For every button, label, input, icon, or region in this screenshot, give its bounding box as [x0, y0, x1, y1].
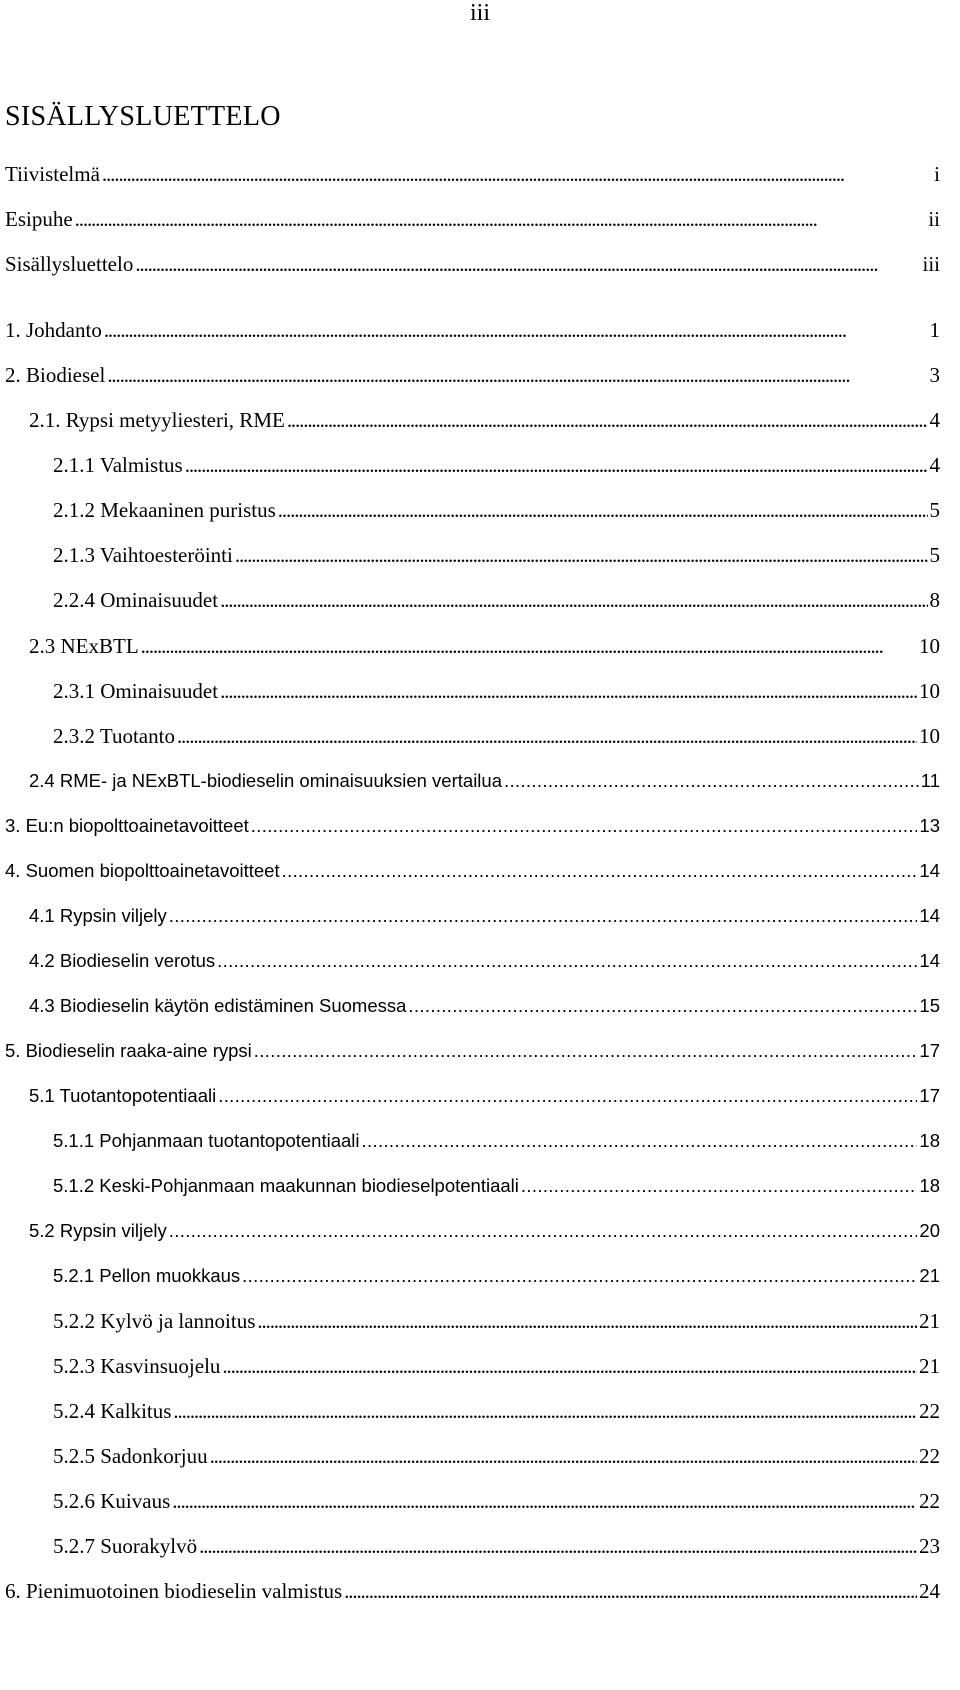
toc-entry-chapter-4[interactable] [5, 857, 940, 885]
dot-leader [173, 1397, 917, 1425]
dot-leader [362, 1127, 918, 1155]
toc-entry-chapter-1[interactable] [5, 316, 940, 344]
toc-entry-tiivistelma[interactable] [5, 160, 940, 188]
toc-entry-esipuhe[interactable] [5, 205, 940, 233]
toc-entry-section-5-2[interactable] [29, 1217, 940, 1245]
toc-entry-section-5-2-2[interactable] [53, 1307, 940, 1335]
dot-leader [107, 361, 927, 389]
toc-entry-page: 22 [919, 1489, 940, 1513]
dot-leader [185, 451, 928, 479]
toc-entry-label: 4.3 Biodieselin käytön edistäminen Suomessa [29, 995, 407, 1016]
toc-entry-chapter-3[interactable] [5, 812, 940, 840]
dot-leader [278, 496, 928, 524]
toc-entry-section-2-2-4[interactable] [53, 586, 940, 614]
toc-entry-label: 2.2.4 Ominaisuudet [53, 588, 219, 612]
toc-entry-page: 21 [919, 1354, 940, 1378]
toc-entry-section-2-1-2[interactable] [53, 496, 940, 524]
toc-entry-label: 2.1.2 Mekaaninen puristus [53, 498, 276, 522]
toc-entry-section-4-2[interactable] [29, 947, 940, 975]
dot-leader [199, 1532, 917, 1560]
toc-entry-label: 2.4 RME- ja NExBTL-biodieselin ominaisuuksien vertailua [29, 770, 502, 791]
toc-entry-label: 2.3.1 Ominaisuudet [53, 679, 219, 703]
toc-entry-label: Esipuhe [5, 207, 73, 231]
dot-leader [254, 1037, 918, 1065]
toc-entry-page: 1 [929, 318, 940, 342]
toc-entry-section-2-1-1[interactable] [53, 451, 940, 479]
toc-entry-page: 8 [929, 588, 940, 612]
toc-entry-label: Sisällysluettelo [5, 252, 134, 276]
toc-entry-label: 5.1.1 Pohjanmaan tuotantopotentiaali [53, 1130, 360, 1151]
toc-entry-section-2-3[interactable] [29, 632, 940, 660]
toc-entry-page: 10 [919, 634, 940, 658]
toc-entry-page: 17 [919, 1085, 940, 1106]
toc-entry-label: 6. Pienimuotoinen biodieselin valmistus [5, 1579, 343, 1603]
dot-leader [169, 1217, 918, 1245]
dot-leader [177, 722, 917, 750]
toc-entry-page: 14 [919, 860, 940, 881]
dot-leader [287, 406, 928, 434]
toc-entry-label: 4.2 Biodieselin verotus [29, 950, 216, 971]
toc-entry-page: 18 [919, 1175, 940, 1196]
toc-entry-page: 17 [919, 1040, 940, 1061]
dot-leader [135, 250, 920, 278]
toc-entry-label: 4.1 Rypsin viljely [29, 905, 167, 926]
toc-entry-page: 18 [919, 1130, 940, 1151]
toc-entry-label: 5.2.1 Pellon muokkaus [53, 1265, 241, 1286]
toc-entry-page: 4 [929, 453, 940, 477]
toc-entry-page: 20 [919, 1220, 940, 1241]
dot-leader [141, 632, 917, 660]
toc-entry-section-5-2-3[interactable] [53, 1352, 940, 1380]
toc-entry-page: 14 [919, 905, 940, 926]
toc-entry-chapter-5[interactable] [5, 1037, 940, 1065]
toc-entry-section-5-2-1[interactable] [53, 1262, 940, 1290]
toc-entry-label: 2.1.1 Valmistus [53, 453, 183, 477]
dot-leader [220, 677, 917, 705]
toc-entry-page: 23 [919, 1534, 940, 1558]
dot-leader [217, 947, 917, 975]
toc-entry-page: 22 [919, 1399, 940, 1423]
toc-entry-section-5-1-1[interactable] [53, 1127, 940, 1155]
dot-leader [169, 902, 918, 930]
toc-entry-label: 2.3 NExBTL [29, 634, 139, 658]
toc-entry-label: 3. Eu:n biopolttoainetavoitteet [5, 815, 249, 836]
toc-entry-page: 3 [929, 363, 940, 387]
dot-leader [235, 541, 928, 569]
toc-entry-section-2-1[interactable] [29, 406, 940, 434]
toc-entry-page: iii [922, 252, 940, 276]
toc-entry-page: 21 [919, 1265, 940, 1286]
toc-entry-page: 15 [919, 995, 940, 1016]
toc-entry-section-4-1[interactable] [29, 902, 940, 930]
dot-leader [102, 160, 932, 188]
toc-entry-page: 24 [919, 1579, 940, 1603]
toc-title: SISÄLLYSLUETTELO [5, 101, 281, 132]
dot-leader [257, 1307, 917, 1335]
toc-entry-label: 5.2.5 Sadonkorjuu [53, 1444, 208, 1468]
dot-leader [408, 992, 917, 1020]
toc-entry-section-4-3[interactable] [29, 992, 940, 1020]
toc-entry-section-2-1-3[interactable] [53, 541, 940, 569]
toc-entry-label: 5.2.4 Kalkitus [53, 1399, 172, 1423]
toc-entry-chapter-2[interactable] [5, 361, 940, 389]
dot-leader [504, 767, 919, 795]
dot-leader [251, 812, 918, 840]
toc-entry-section-2-3-1[interactable] [53, 677, 940, 705]
toc-entry-page: 13 [919, 815, 940, 836]
dot-leader [218, 1082, 917, 1110]
toc-entry-label: 1. Johdanto [5, 318, 102, 342]
toc-entry-section-2-3-2[interactable] [53, 722, 940, 750]
toc-entry-chapter-6[interactable] [5, 1577, 940, 1605]
toc-entry-page: 5 [929, 498, 940, 522]
toc-entry-section-5-2-4[interactable] [53, 1397, 940, 1425]
dot-leader [75, 205, 927, 233]
toc-entry-section-5-2-5[interactable] [53, 1442, 940, 1470]
toc-entry-page: ii [928, 207, 940, 231]
toc-entry-page: 11 [920, 770, 940, 791]
toc-entry-page: 10 [919, 724, 940, 748]
toc-entry-page: 4 [929, 408, 940, 432]
dot-leader [172, 1487, 917, 1515]
toc-entry-page: 14 [919, 950, 940, 971]
toc-entry-page: 22 [919, 1444, 940, 1468]
dot-leader [521, 1172, 918, 1200]
toc-entry-section-2-4[interactable] [29, 767, 940, 795]
page-number: iii [469, 0, 490, 26]
dot-leader [242, 1262, 917, 1290]
toc-entry-page: 10 [919, 679, 940, 703]
toc-entry-label: 5.1.2 Keski-Pohjanmaan maakunnan biodieselpotentiaali [53, 1175, 519, 1196]
dot-leader [222, 1352, 917, 1380]
dot-leader [220, 586, 927, 614]
toc-entry-label: 5. Biodieselin raaka-aine rypsi [5, 1040, 252, 1061]
toc-entry-section-5-1-2[interactable] [53, 1172, 940, 1200]
dot-leader [104, 316, 928, 344]
toc-entry-page: 21 [919, 1309, 940, 1333]
toc-entry-label: 2. Biodiesel [5, 363, 106, 387]
dot-leader [282, 857, 918, 885]
toc-entry-label: 5.2.2 Kylvö ja lannoitus [53, 1309, 256, 1333]
toc-entry-label: 5.2.6 Kuivaus [53, 1489, 171, 1513]
toc-entry-label: 5.2.7 Suorakylvö [53, 1534, 198, 1558]
toc-entry-page: 5 [929, 543, 940, 567]
toc-entry-label: 2.1.3 Vaihtoesteröinti [53, 543, 233, 567]
dot-leader [344, 1577, 917, 1605]
toc-entry-section-5-2-6[interactable] [53, 1487, 940, 1515]
toc-entry-label: 2.1. Rypsi metyyliesteri, RME [29, 408, 285, 432]
toc-entry-section-5-2-7[interactable] [53, 1532, 940, 1560]
toc-entry-section-5-1[interactable] [29, 1082, 940, 1110]
toc-entry-label: 5.1 Tuotantopotentiaali [29, 1085, 217, 1106]
toc-entry-label: 4. Suomen biopolttoainetavoitteet [5, 860, 280, 881]
toc-entry-sisallysluettelo[interactable] [5, 250, 940, 278]
toc-entry-label: 2.3.2 Tuotanto [53, 724, 175, 748]
dot-leader [210, 1442, 917, 1470]
toc-entry-page: i [934, 162, 940, 186]
toc-entry-label: 5.2.3 Kasvinsuojelu [53, 1354, 221, 1378]
toc-entry-label: Tiivistelmä [5, 162, 100, 186]
toc-entry-label: 5.2 Rypsin viljely [29, 1220, 167, 1241]
